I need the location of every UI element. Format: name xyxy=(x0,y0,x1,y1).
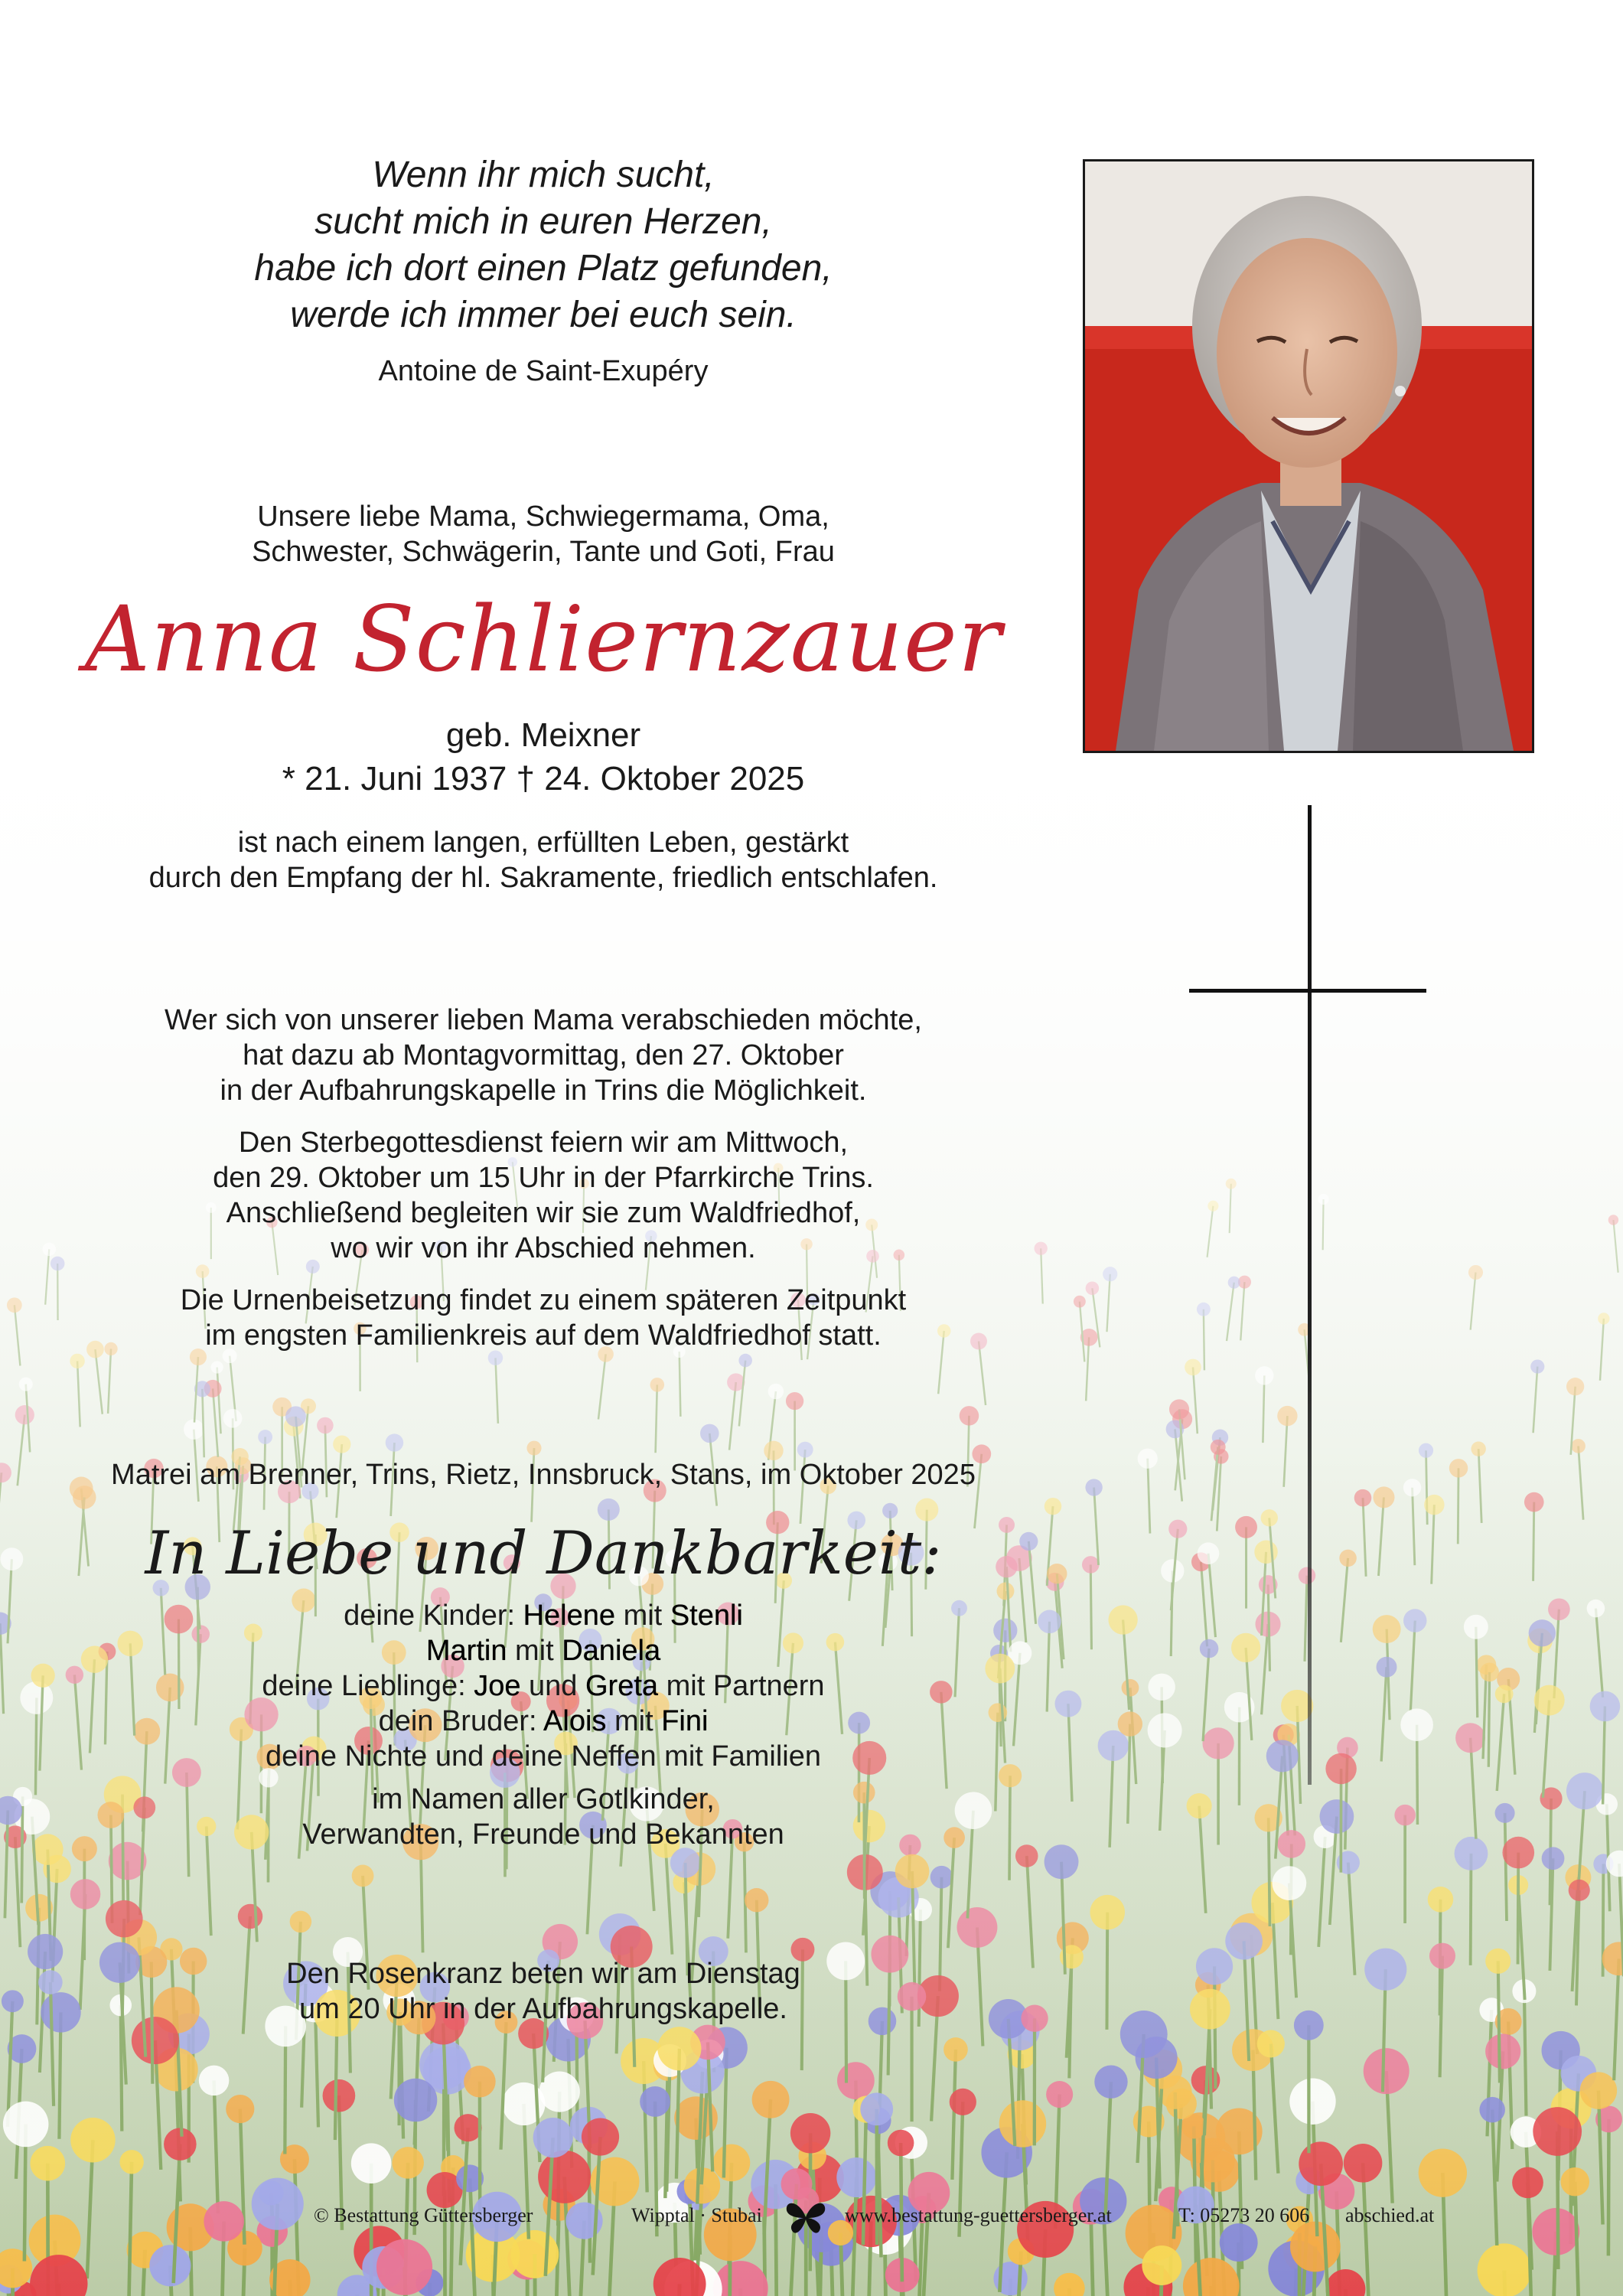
farewell-info xyxy=(0,1003,1087,1370)
relatives-line: Verwandten, Freunde und Bekannten xyxy=(302,1818,784,1851)
footer-copyright: © Bestattung Güttersberger xyxy=(314,2204,533,2226)
quote-line: werde ich immer bei euch sein. xyxy=(290,295,797,335)
connector: und xyxy=(520,1670,585,1702)
brother-line xyxy=(0,1704,1087,1739)
connector: mit xyxy=(507,1635,562,1667)
text-line: wo wir von ihr Abschied nehmen. xyxy=(331,1232,756,1264)
children-label: deine Kinder: xyxy=(344,1600,523,1632)
brother-label: dein Bruder: xyxy=(378,1705,544,1737)
intro-line: Schwester, Schwägerin, Tante und Goti, Frau xyxy=(252,536,835,568)
text-line: um 20 Uhr in der Aufbahrungskapelle. xyxy=(299,1993,787,2025)
place-date: Matrei am Brenner, Trins, Rietz, Innsbruck, Stans, im Oktober 2025 xyxy=(111,1459,976,1491)
spacer xyxy=(0,1774,1087,1782)
maiden-name: geb. Meixner xyxy=(445,716,641,754)
connector: mit Partnern xyxy=(658,1670,825,1702)
butterfly-icon xyxy=(784,2198,828,2236)
cross-vertical-bar xyxy=(1308,805,1312,1785)
text-line: hat dazu ab Montagvormittag, den 27. Oktober xyxy=(243,1039,844,1071)
life-dates: * 21. Juni 1937 † 24. Oktober 2025 xyxy=(282,760,805,797)
favorites-line xyxy=(0,1668,1087,1704)
nieces-line: deine Nichte und deine Neffen mit Familien xyxy=(266,1740,821,1773)
passing-line: ist nach einem langen, erfüllten Leben, gestärkt xyxy=(237,827,849,859)
text-line: Anschließend begleiten wir sie zum Waldfriedhof, xyxy=(226,1197,861,1229)
godchildren-line: im Namen aller Gotlkinder, xyxy=(372,1783,715,1815)
mass-paragraph xyxy=(0,1125,1087,1266)
children-line xyxy=(0,1633,1087,1668)
footer xyxy=(0,2198,1623,2236)
text-line: im engsten Familienkreis auf dem Waldfriedhof statt. xyxy=(205,1319,882,1352)
quote-line: Wenn ihr mich sucht, xyxy=(372,155,715,195)
love-heading: In Liebe und Dankbarkeit: xyxy=(145,1519,942,1588)
portrait-illustration xyxy=(1085,161,1532,751)
passing-text xyxy=(0,825,1087,895)
viewing-paragraph xyxy=(0,1003,1087,1108)
connector: mit xyxy=(615,1600,670,1632)
passing-line: durch den Empfang der hl. Sakramente, friedlich entschlafen. xyxy=(148,862,938,894)
footer-phone: T: 05273 20 606 xyxy=(1178,2204,1310,2226)
rosary-info xyxy=(0,1956,1087,2027)
footer-region: Wipptal · Stubai xyxy=(631,2204,762,2226)
child-name: Helene xyxy=(523,1600,616,1632)
grandchild-name: Greta xyxy=(585,1670,659,1702)
text-line: in der Aufbahrungskapelle in Trins die Möglichkeit. xyxy=(220,1075,867,1107)
mourners-list xyxy=(0,1598,1087,1852)
cross-horizontal-bar xyxy=(1189,989,1426,993)
footer-website[interactable]: www.bestattung-guettersberger.at xyxy=(845,2204,1112,2226)
urn-paragraph xyxy=(0,1283,1087,1353)
brother-spouse-name: Fini xyxy=(661,1705,709,1737)
children-line xyxy=(0,1598,1087,1633)
quote-author: Antoine de Saint-Exupéry xyxy=(378,355,709,387)
deceased-name: Anna Schliernzauer xyxy=(84,586,1002,692)
text-line: Den Rosenkranz beten wir am Dienstag xyxy=(286,1958,800,1990)
brother-name: Alois xyxy=(543,1705,607,1737)
intro-line: Unsere liebe Mama, Schwiegermama, Oma, xyxy=(257,501,829,533)
text-line: den 29. Oktober um 15 Uhr in der Pfarrkirche Trins. xyxy=(213,1162,874,1194)
child-name: Martin xyxy=(425,1635,507,1667)
favorites-label: deine Lieblinge: xyxy=(262,1670,474,1702)
footer-site2[interactable]: abschied.at xyxy=(1345,2204,1435,2226)
quote-line: sucht mich in euren Herzen, xyxy=(314,201,772,242)
intro-text xyxy=(0,499,1087,569)
quote-line: habe ich dort einen Platz gefunden, xyxy=(254,248,833,289)
quote-block xyxy=(0,152,1087,389)
grandchild-name: Joe xyxy=(474,1670,521,1702)
text-line: Wer sich von unserer lieben Mama verabschieden möchte, xyxy=(165,1004,922,1036)
spouse-name: Daniela xyxy=(562,1635,661,1667)
spouse-name: Stenli xyxy=(670,1600,743,1632)
portrait-photo xyxy=(1083,159,1534,753)
text-line: Den Sterbegottesdienst feiern wir am Mittwoch, xyxy=(238,1127,849,1159)
text-line: Die Urnenbeisetzung findet zu einem späteren Zeitpunkt xyxy=(180,1284,907,1316)
connector: mit xyxy=(606,1705,662,1737)
